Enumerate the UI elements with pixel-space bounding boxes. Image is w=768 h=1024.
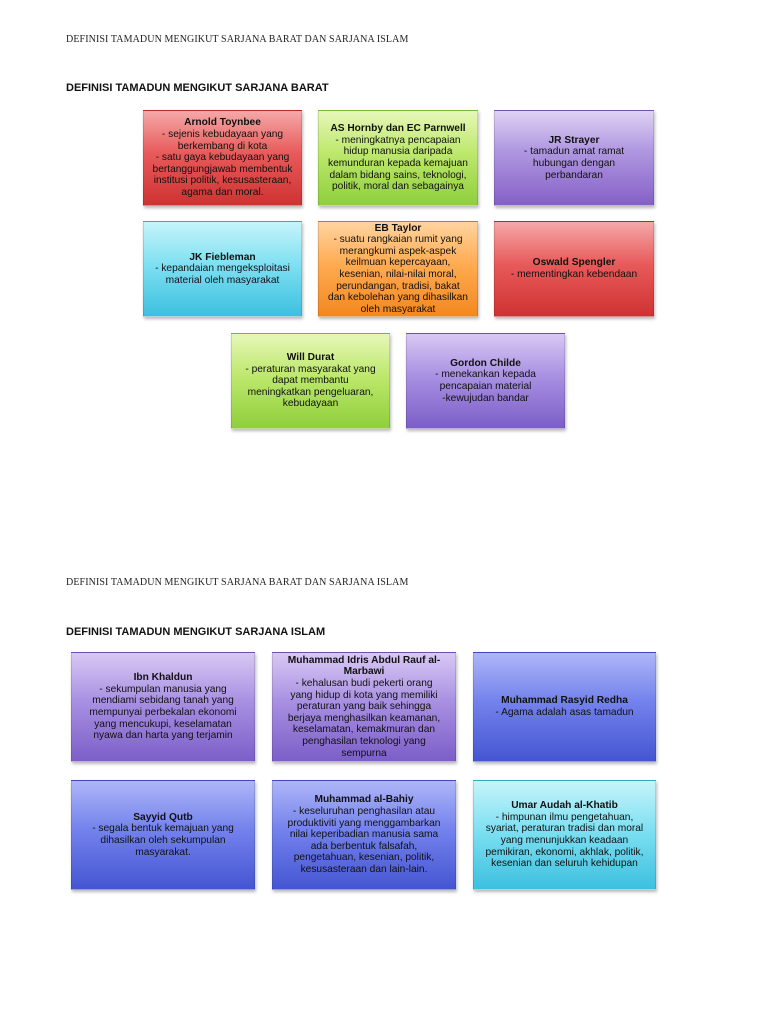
card-description: - sekumpulan manusia yang mendiami sebidang tanah yang mempunyai perbekalan ekonomi yang mencukupi, keselamatan nyawa dan harta yang terjamin [89, 683, 237, 742]
card-arnold-toynbee [143, 110, 302, 206]
card-hornby-parnwell [318, 110, 478, 206]
card-description: - keseluruhan penghasilan atau produktiviti yang menggambarkan nilai keperibadian manusia sama ada berbentuk falsafah, pengetahuan, kesenian, politik, kesusasteraan dan lain-lain. [287, 806, 441, 875]
card-name: Muhammad Idris Abdul Rauf al-Marbawi [287, 654, 441, 678]
card-description: - tamadun amat ramat hubungan dengan perbandaran [523, 146, 625, 181]
page-header: DEFINISI TAMADUN MENGIKUT SARJANA BARAT DAN SARJANA ISLAM [66, 34, 409, 45]
card-description: - sejenis kebudayaan yang berkembang di kota - satu gaya kebudayaan yang bertanggungjawab membentuk institusi politik, kesusasteraan, agama dan moral. [152, 129, 293, 198]
card-name: EB Taylor [374, 222, 422, 234]
card-name: Muhammad Rasyid Redha [501, 695, 628, 707]
card-name: Ibn Khaldun [133, 672, 193, 684]
section-title-western: DEFINISI TAMADUN MENGIKUT SARJANA BARAT [66, 82, 329, 94]
card-name: Oswald Spengler [532, 257, 616, 269]
card-jr-strayer [494, 110, 654, 206]
card-description: - meningkatnya pencapaian hidup manusia daripada kemunduran kepada kemajuan dalam bidang sains, teknologi, politik, moral dan sebagainya [328, 134, 468, 193]
page-header: DEFINISI TAMADUN MENGIKUT SARJANA BARAT DAN SARJANA ISLAM [66, 577, 409, 588]
card-jk-fiebleman [143, 221, 302, 317]
card-description: - suatu rangkaian rumit yang merangkumi aspek-aspek keilmuan kepercayaan, kesenian, nilai-nilai moral, perundangan, tradisi, bakat dan kebolehan yang dihasilkan oleh masyarakat [328, 234, 468, 315]
card-muhammad-al-bahiy [272, 780, 456, 890]
card-name: Umar Audah al-Khatib [511, 800, 618, 812]
card-description: - segala bentuk kemajuan yang dihasilkan oleh sekumpulan masyarakat. [92, 823, 234, 858]
card-description: - himpunan ilmu pengetahuan, syariat, peraturan tradisi dan moral yang menunjukkan keadaan pemikiran, ekonomi, akhlak, politik, kesenian dan seluruh kehidupan [485, 811, 644, 870]
card-ibn-khaldun [71, 652, 255, 762]
card-name: Arnold Toynbee [184, 117, 261, 129]
card-description: - kepandaian mengeksploitasi material oleh masyarakat [155, 263, 290, 286]
card-name: Muhammad al-Bahiy [314, 794, 414, 806]
card-name: Will Durat [286, 352, 335, 364]
card-description: - menekankan kepada pencapaian material -kewujudan bandar [435, 369, 536, 404]
card-eb-taylor [318, 221, 478, 317]
card-description: - mementingkan kebendaan [510, 269, 638, 280]
card-name: JK Fiebleman [189, 251, 256, 263]
card-description: - peraturan masyarakat yang dapat membantu meningkatkan pengeluaran, kebudayaan [245, 363, 376, 410]
card-umar-audah-al-khatib [473, 780, 656, 890]
card-description: - Agama adalah asas tamadun [495, 707, 634, 718]
card-will-durat [231, 333, 390, 429]
card-name: AS Hornby dan EC Parnwell [330, 123, 466, 135]
card-name: Sayyid Qutb [133, 811, 193, 823]
card-sayyid-qutb [71, 780, 255, 890]
section-title-islam: DEFINISI TAMADUN MENGIKUT SARJANA ISLAM [66, 626, 326, 638]
card-description: - kehalusan budi pekerti orang yang hidup di kota yang memiliki peraturan yang baik sehingga berjaya menghasilkan keamanan, keselamatan, kemakmuran dan penghasilan teknologi yang sempurna [287, 678, 441, 759]
card-name: Gordon Childe [450, 357, 521, 369]
card-oswald-spengler [494, 221, 654, 317]
card-muhammad-rasyid-redha [473, 652, 656, 762]
card-gordon-childe [406, 333, 565, 429]
card-muhammad-idris [272, 652, 456, 762]
card-name: JR Strayer [548, 134, 600, 146]
